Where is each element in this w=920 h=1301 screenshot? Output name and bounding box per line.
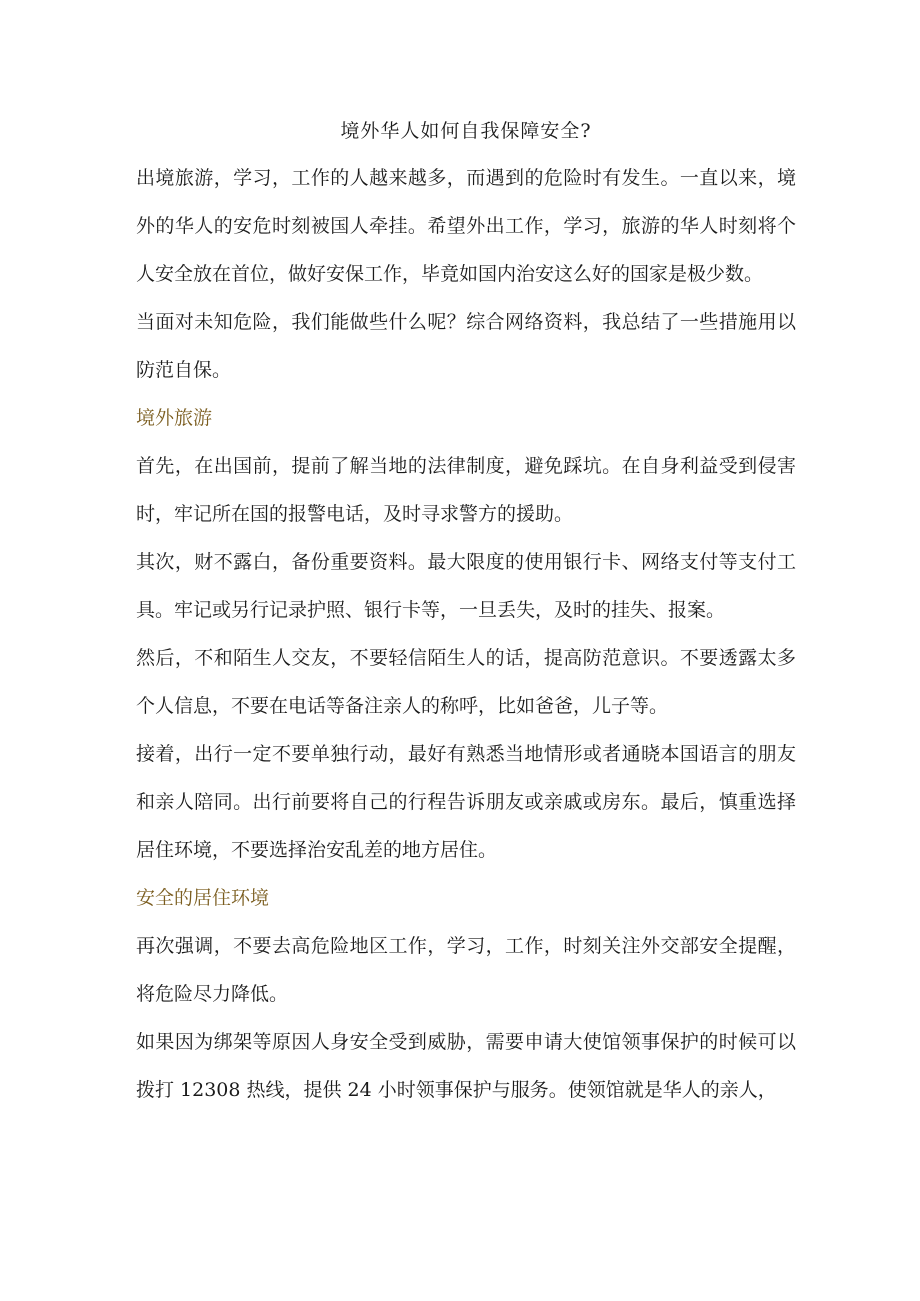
travel-paragraph-2: 其次，财不露白，备份重要资料。最大限度的使用银行卡、网络支付等支付工具。牢记或另行记录护照、银行卡等，一旦丢失，及时的挂失、报案。 xyxy=(136,551,796,621)
section-heading-travel: 境外旅游 xyxy=(136,407,213,429)
travel-paragraph-4: 接着，出行一定不要单独行动，最好有熟悉当地情形或者通晓本国语言的朋友和亲人陪同。出行前要将自己的行程告诉朋友或亲戚或房东。最后，慎重选择居住环境，不要选择治安乱差的地方居住。 xyxy=(136,743,796,861)
intro-paragraph-2: 当面对未知危险，我们能做些什么呢？综合网络资料，我总结了一些措施用以防范自保。 xyxy=(136,311,796,381)
intro-paragraph-1: 出境旅游，学习，工作的人越来越多，而遇到的危险时有发生。一直以来，境外的华人的安危时刻被国人牵挂。希望外出工作，学习，旅游的华人时刻将个人安全放在首位，做好安保工作，毕竟如国内治安这么好的国家是极少数。 xyxy=(136,167,796,285)
travel-paragraph-3: 然后，不和陌生人交友，不要轻信陌生人的话，提高防范意识。不要透露太多个人信息，不要在电话等备注亲人的称呼，比如爸爸，儿子等。 xyxy=(136,647,796,717)
residence-paragraph-1: 再次强调，不要去高危险地区工作，学习，工作，时刻关注外交部安全提醒，将危险尽力降低。 xyxy=(136,935,796,1005)
document-title: 境外华人如何自我保障安全? xyxy=(340,120,592,142)
section-heading-residence: 安全的居住环境 xyxy=(136,887,270,909)
document-body xyxy=(136,116,796,1114)
travel-paragraph-1: 首先，在出国前，提前了解当地的法律制度，避免踩坑。在自身利益受到侵害时，牢记所在国的报警电话，及时寻求警方的援助。 xyxy=(136,455,796,525)
residence-paragraph-2: 如果因为绑架等原因人身安全受到威胁，需要申请大使馆领事保护的时候可以拨打 12308 热线，提供 24 小时领事保护与服务。使领馆就是华人的亲人， xyxy=(136,1031,796,1101)
